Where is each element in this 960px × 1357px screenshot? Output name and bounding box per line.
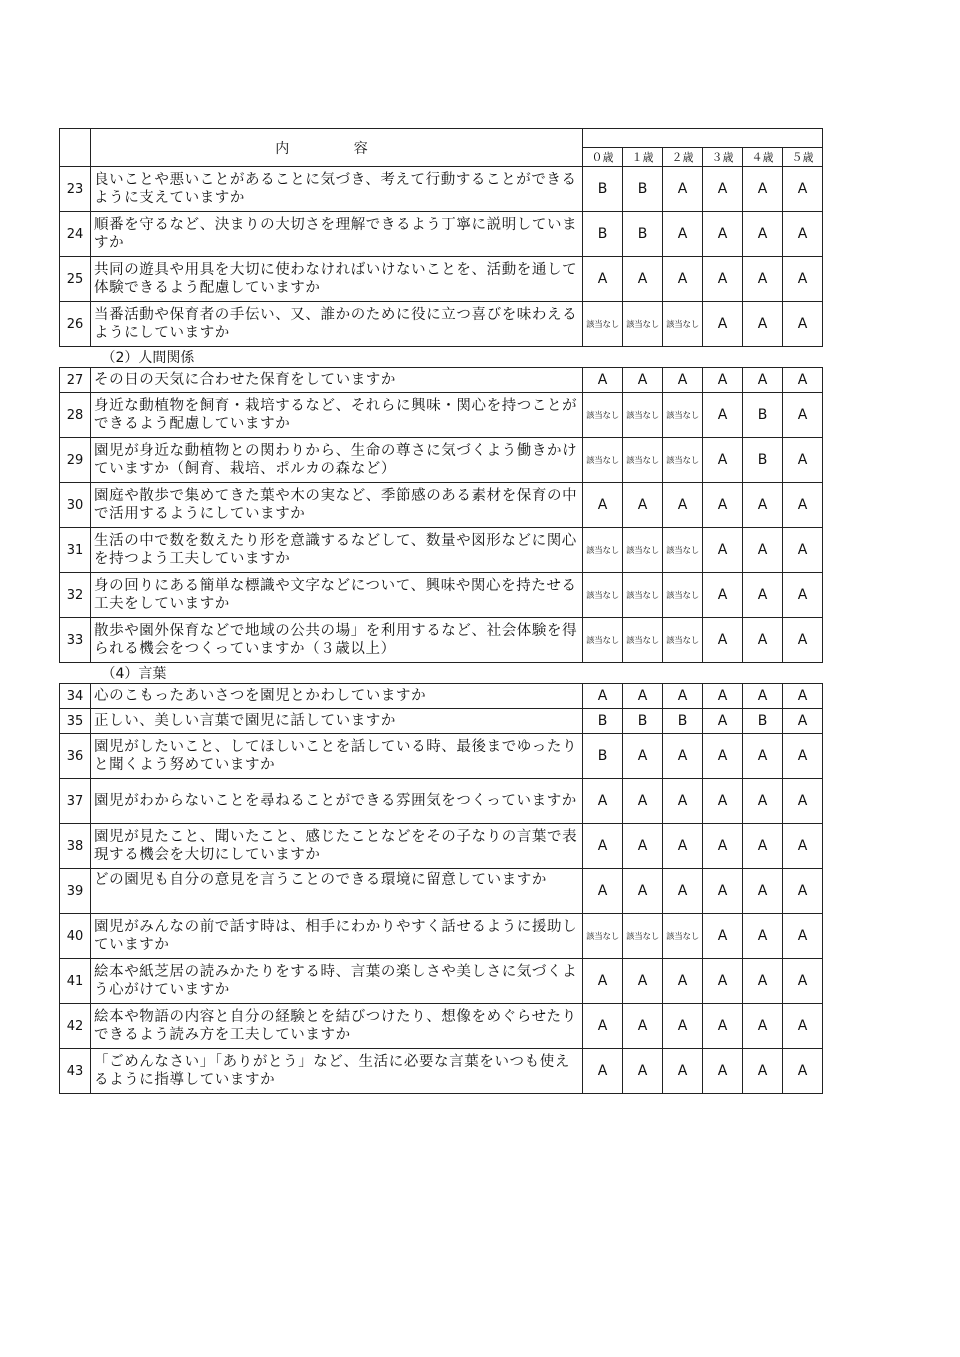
table-row	[60, 734, 823, 779]
row-number: 29	[60, 438, 91, 483]
rating-cell: A	[783, 684, 823, 709]
section-heading: （2）人間関係	[60, 347, 823, 368]
row-question: その日の天気に合わせた保育をしていますか	[91, 368, 583, 393]
rating-cell: B	[743, 393, 783, 438]
rating-cell: A	[663, 869, 703, 914]
rating-cell: 該当なし	[663, 528, 703, 573]
age-header: ４歳	[743, 148, 783, 167]
row-question: 園児がわからないことを尋ねることができる雰囲気をつくっていますか	[91, 779, 583, 824]
age-header: ５歳	[783, 148, 823, 167]
row-question: 園児がしたいこと、してほしいことを話している時、最後までゆったりと聞くよう努めていますか	[91, 734, 583, 779]
rating-cell: B	[623, 212, 663, 257]
rating-cell: A	[663, 483, 703, 528]
row-number: 38	[60, 824, 91, 869]
rating-cell: A	[703, 618, 743, 663]
row-number: 28	[60, 393, 91, 438]
table-row	[60, 167, 823, 212]
table-row	[60, 393, 823, 438]
table-row	[60, 709, 823, 734]
rating-cell: A	[783, 779, 823, 824]
rating-cell: A	[743, 257, 783, 302]
rating-cell: A	[703, 1049, 743, 1094]
rating-cell: A	[623, 959, 663, 1004]
row-question: 園庭や散歩で集めてきた葉や木の実など、季節感のある素材を保育の中で活用するようにしていますか	[91, 483, 583, 528]
rating-cell: A	[703, 302, 743, 347]
rating-cell: 該当なし	[663, 393, 703, 438]
rating-cell: A	[783, 257, 823, 302]
rating-cell: 該当なし	[623, 438, 663, 483]
rating-cell: A	[783, 734, 823, 779]
header-content-cell	[91, 129, 583, 167]
rating-cell: A	[783, 959, 823, 1004]
rating-cell: A	[583, 1004, 623, 1049]
rating-cell: A	[703, 959, 743, 1004]
rating-cell: A	[663, 167, 703, 212]
evaluation-table	[59, 128, 823, 1094]
rating-cell: A	[703, 257, 743, 302]
rating-cell: A	[623, 257, 663, 302]
rating-cell: A	[703, 528, 743, 573]
rating-cell: A	[623, 734, 663, 779]
row-question: 園児が見たこと、聞いたこと、感じたことなどをその子なりの言葉で表現する機会を大切にしていますか	[91, 824, 583, 869]
table-row	[60, 1004, 823, 1049]
rating-cell: A	[623, 824, 663, 869]
row-number: 36	[60, 734, 91, 779]
row-question: 絵本や紙芝居の読みかたりをする時、言葉の楽しさや美しさに気づくよう心がけていますか	[91, 959, 583, 1004]
rating-cell: 該当なし	[623, 302, 663, 347]
rating-cell: A	[663, 257, 703, 302]
rating-cell: A	[783, 483, 823, 528]
row-number: 37	[60, 779, 91, 824]
rating-cell: A	[743, 212, 783, 257]
rating-cell: B	[623, 709, 663, 734]
rating-cell: A	[623, 684, 663, 709]
rating-cell: 該当なし	[663, 438, 703, 483]
rating-cell: A	[703, 483, 743, 528]
rating-cell: B	[623, 167, 663, 212]
row-question: 正しい、美しい言葉で園児に話していますか	[91, 709, 583, 734]
rating-cell: A	[743, 869, 783, 914]
rating-cell: A	[743, 618, 783, 663]
rating-cell: 該当なし	[583, 914, 623, 959]
row-question: 良いことや悪いことがあることに気づき、考えて行動することができるように支えていますか	[91, 167, 583, 212]
rating-cell: B	[583, 212, 623, 257]
rating-cell: A	[743, 368, 783, 393]
row-number: 26	[60, 302, 91, 347]
table-row	[60, 573, 823, 618]
rating-cell: 該当なし	[583, 573, 623, 618]
row-number: 30	[60, 483, 91, 528]
row-question: 絵本や物語の内容と自分の経験とを結びつけたり、想像をめぐらせたりできるよう読み方を工夫していますか	[91, 1004, 583, 1049]
rating-cell: A	[663, 1049, 703, 1094]
rating-cell: B	[743, 709, 783, 734]
rating-cell: A	[783, 824, 823, 869]
age-header: ０歳	[583, 148, 623, 167]
rating-cell: A	[663, 734, 703, 779]
evaluation-table-container	[59, 128, 822, 1094]
rating-cell: A	[743, 1004, 783, 1049]
rating-cell: A	[623, 869, 663, 914]
rating-cell: 該当なし	[583, 302, 623, 347]
rating-cell: A	[663, 684, 703, 709]
rating-cell: A	[703, 779, 743, 824]
rating-cell: A	[783, 573, 823, 618]
rating-cell: A	[623, 368, 663, 393]
rating-cell: A	[783, 393, 823, 438]
rating-cell: A	[783, 869, 823, 914]
row-number: 41	[60, 959, 91, 1004]
rating-cell: A	[663, 368, 703, 393]
table-row	[60, 684, 823, 709]
table-row	[60, 257, 823, 302]
age-header: ３歳	[703, 148, 743, 167]
header-content-label: 内 容	[275, 140, 398, 157]
rating-cell: A	[743, 959, 783, 1004]
rating-cell: A	[583, 684, 623, 709]
rating-cell: A	[623, 483, 663, 528]
row-question: 順番を守るなど、決まりの大切さを理解できるよう丁寧に説明していますか	[91, 212, 583, 257]
rating-cell: A	[743, 684, 783, 709]
rating-cell: A	[783, 528, 823, 573]
rating-cell: A	[703, 368, 743, 393]
rating-cell: A	[703, 573, 743, 618]
rating-cell: 該当なし	[583, 438, 623, 483]
table-row	[60, 779, 823, 824]
table-row	[60, 438, 823, 483]
table-row	[60, 483, 823, 528]
age-header: １歳	[623, 148, 663, 167]
rating-cell: A	[783, 618, 823, 663]
age-header: ２歳	[663, 148, 703, 167]
rating-cell: A	[663, 959, 703, 1004]
rating-cell: A	[743, 779, 783, 824]
rating-cell: A	[663, 824, 703, 869]
rating-cell: A	[703, 684, 743, 709]
rating-cell: B	[583, 167, 623, 212]
rating-cell: A	[743, 734, 783, 779]
row-number: 32	[60, 573, 91, 618]
rating-cell: A	[583, 959, 623, 1004]
rating-cell: A	[743, 914, 783, 959]
table-row	[60, 302, 823, 347]
table-row	[60, 869, 823, 914]
rating-cell: 該当なし	[623, 573, 663, 618]
table-row	[60, 824, 823, 869]
rating-cell: B	[743, 438, 783, 483]
table-row	[60, 959, 823, 1004]
rating-cell: A	[743, 824, 783, 869]
rating-cell: A	[703, 709, 743, 734]
table-row	[60, 528, 823, 573]
table-row	[60, 212, 823, 257]
rating-cell: A	[703, 869, 743, 914]
rating-cell: A	[783, 1004, 823, 1049]
rating-cell: A	[663, 212, 703, 257]
rating-cell: 該当なし	[623, 393, 663, 438]
rating-cell: A	[743, 483, 783, 528]
rating-cell: A	[703, 393, 743, 438]
evaluation-table-body	[60, 129, 823, 1094]
rating-cell: A	[703, 734, 743, 779]
rating-cell: A	[783, 709, 823, 734]
row-number: 40	[60, 914, 91, 959]
rating-cell: A	[783, 167, 823, 212]
row-question: 身の回りにある簡単な標識や文字などについて、興味や関心を持たせる工夫をしていますか	[91, 573, 583, 618]
rating-cell: 該当なし	[663, 914, 703, 959]
section-heading-row	[60, 663, 823, 684]
row-number: 42	[60, 1004, 91, 1049]
rating-cell: A	[783, 212, 823, 257]
rating-cell: A	[743, 573, 783, 618]
row-question: 身近な動植物を飼育・栽培するなど、それらに興味・関心を持つことができるよう配慮していますか	[91, 393, 583, 438]
row-question: 共同の遊具や用具を大切に使わなければいけないことを、活動を通して体験できるよう配慮していますか	[91, 257, 583, 302]
rating-cell: A	[623, 779, 663, 824]
table-row	[60, 914, 823, 959]
rating-cell: A	[583, 368, 623, 393]
row-number: 25	[60, 257, 91, 302]
rating-cell: A	[783, 302, 823, 347]
rating-cell: A	[783, 438, 823, 483]
section-heading-row	[60, 347, 823, 368]
rating-cell: A	[743, 528, 783, 573]
rating-cell: 該当なし	[623, 528, 663, 573]
row-question: 「ごめんなさい」「ありがとう」など、生活に必要な言葉をいつも使えるように指導していますか	[91, 1049, 583, 1094]
rating-cell: A	[743, 167, 783, 212]
rating-cell: A	[583, 257, 623, 302]
rating-cell: A	[583, 483, 623, 528]
rating-cell: 該当なし	[583, 393, 623, 438]
row-question: 散歩や園外保育などで地域の公共の場」を利用するなど、社会体験を得られる機会をつくっていますか（３歳以上）	[91, 618, 583, 663]
rating-cell: A	[583, 869, 623, 914]
header-age-group-cell	[583, 129, 823, 148]
rating-cell: A	[583, 824, 623, 869]
rating-cell: 該当なし	[663, 573, 703, 618]
rating-cell: A	[663, 779, 703, 824]
rating-cell: A	[783, 1049, 823, 1094]
rating-cell: B	[663, 709, 703, 734]
row-number: 43	[60, 1049, 91, 1094]
row-question: 園児が身近な動植物との関わりから、生命の尊さに気づくよう働きかけていますか（飼育、栽培、ポルカの森など）	[91, 438, 583, 483]
rating-cell: A	[783, 914, 823, 959]
row-number: 23	[60, 167, 91, 212]
rating-cell: A	[583, 1049, 623, 1094]
table-row	[60, 1049, 823, 1094]
rating-cell: A	[703, 167, 743, 212]
rating-cell: A	[703, 212, 743, 257]
row-number: 31	[60, 528, 91, 573]
rating-cell: A	[583, 779, 623, 824]
rating-cell: 該当なし	[583, 528, 623, 573]
rating-cell: 該当なし	[663, 302, 703, 347]
rating-cell: A	[623, 1004, 663, 1049]
row-question: 園児がみんなの前で話す時は、相手にわかりやすく話せるように援助していますか	[91, 914, 583, 959]
rating-cell: 該当なし	[583, 618, 623, 663]
rating-cell: B	[583, 734, 623, 779]
header-number-cell	[60, 129, 91, 167]
rating-cell: A	[623, 1049, 663, 1094]
rating-cell: 該当なし	[623, 914, 663, 959]
section-heading: （4）言葉	[60, 663, 823, 684]
row-question: 心のこもったあいさつを園児とかわしていますか	[91, 684, 583, 709]
rating-cell: A	[703, 438, 743, 483]
rating-cell: A	[663, 1004, 703, 1049]
rating-cell: A	[703, 1004, 743, 1049]
rating-cell: A	[703, 914, 743, 959]
table-row	[60, 618, 823, 663]
row-number: 35	[60, 709, 91, 734]
rating-cell: A	[703, 824, 743, 869]
rating-cell: 該当なし	[623, 618, 663, 663]
row-question: どの園児も自分の意見を言うことのできる環境に留意していますか	[91, 869, 583, 914]
row-number: 24	[60, 212, 91, 257]
row-number: 39	[60, 869, 91, 914]
row-question: 当番活動や保育者の手伝い、又、誰かのために役に立つ喜びを味わえるようにしていますか	[91, 302, 583, 347]
row-question: 生活の中で数を数えたり形を意識するなどして、数量や図形などに関心を持つよう工夫していますか	[91, 528, 583, 573]
rating-cell: B	[583, 709, 623, 734]
header-row-top	[60, 129, 823, 148]
row-number: 33	[60, 618, 91, 663]
row-number: 27	[60, 368, 91, 393]
rating-cell: A	[743, 302, 783, 347]
rating-cell: 該当なし	[663, 618, 703, 663]
row-number: 34	[60, 684, 91, 709]
rating-cell: A	[743, 1049, 783, 1094]
table-row	[60, 368, 823, 393]
rating-cell: A	[783, 368, 823, 393]
